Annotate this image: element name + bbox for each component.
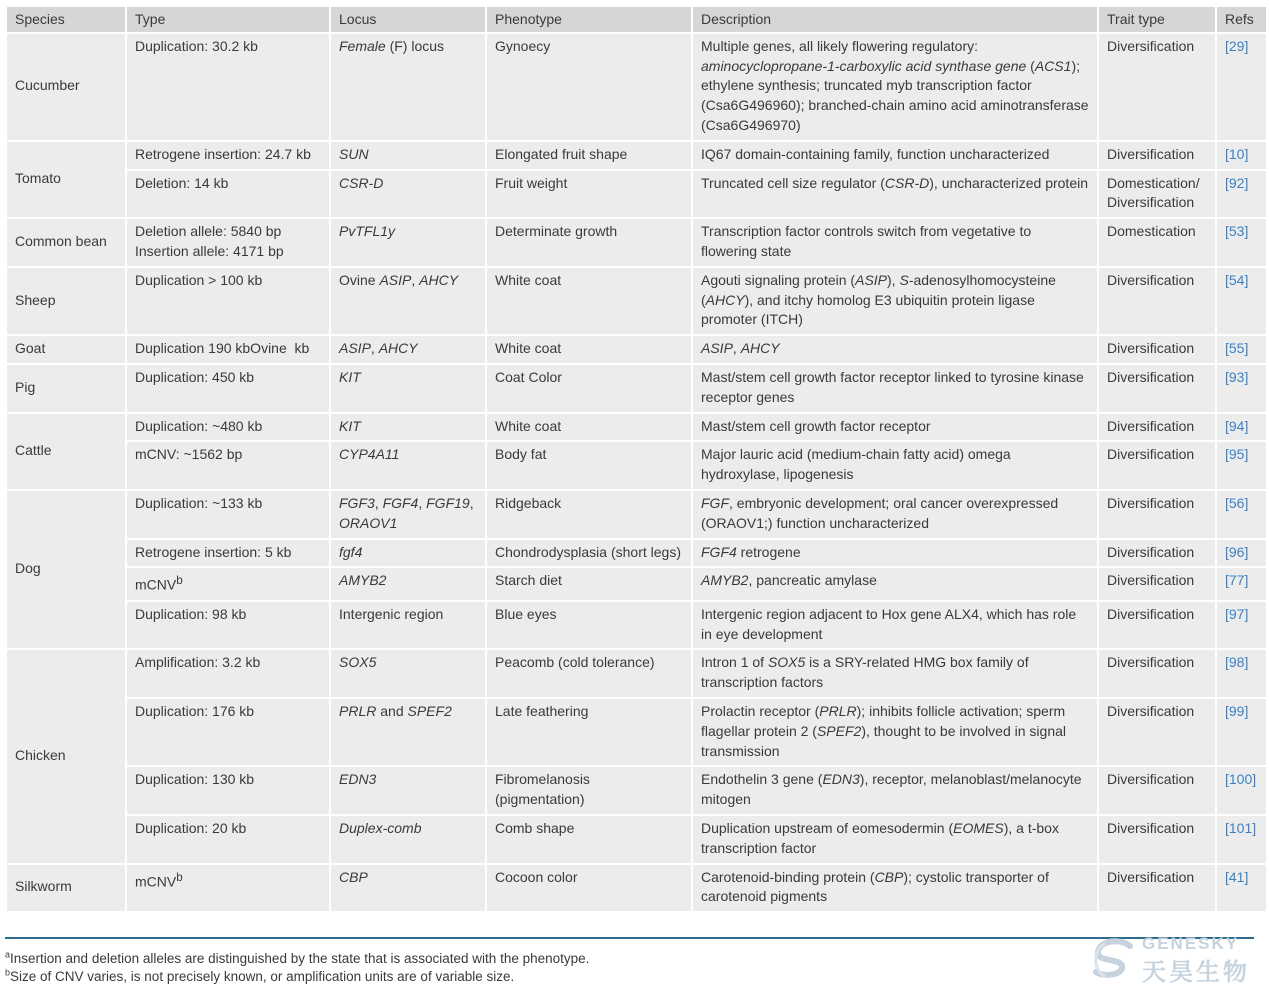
- trait-type-cell: Diversification: [1099, 540, 1215, 567]
- phenotype-cell: Fruit weight: [487, 171, 691, 218]
- description-cell: ASIP, AHCY: [693, 336, 1097, 363]
- locus-cell: Female (F) locus: [331, 34, 485, 140]
- footnote-a: [5, 951, 589, 967]
- locus-cell: AMYB2: [331, 568, 485, 599]
- phenotype-cell: Body fat: [487, 442, 691, 489]
- description-cell: Transcription factor controls switch from vegetative to flowering state: [693, 219, 1097, 266]
- trait-type-cell: Domestication/ Diversification: [1099, 171, 1215, 218]
- footnote-b-mark: b: [5, 967, 11, 978]
- species-cell: Cattle: [7, 414, 125, 489]
- trait-type-cell: Diversification: [1099, 816, 1215, 863]
- reference-link[interactable]: [54]: [1217, 268, 1266, 334]
- phenotype-cell: White coat: [487, 268, 691, 334]
- footnote-b: [5, 969, 514, 985]
- trait-type-cell: Diversification: [1099, 268, 1215, 334]
- table-row: [7, 414, 1266, 441]
- footnote-b-text: Size of CNV varies, is not precisely known, or amplification units are of variable size.: [10, 969, 515, 984]
- description-cell: Intron 1 of SOX5 is a SRY-related HMG box family of transcription factors: [693, 650, 1097, 697]
- description-cell: Agouti signaling protein (ASIP), S-adenosylhomocysteine (AHCY), and itchy homolog E3 ubiquitin protein ligase promoter (ITCH): [693, 268, 1097, 334]
- watermark-text-en: GENESKY: [1142, 934, 1240, 953]
- description-cell: AMYB2, pancreatic amylase: [693, 568, 1097, 599]
- reference-link[interactable]: [101]: [1217, 816, 1266, 863]
- type-cell: Duplication: 176 kb: [127, 699, 329, 765]
- phenotype-cell: Peacomb (cold tolerance): [487, 650, 691, 697]
- phenotype-cell: Coat Color: [487, 365, 691, 412]
- locus-cell: SOX5: [331, 650, 485, 697]
- trait-type-cell: Diversification: [1099, 568, 1215, 599]
- reference-link[interactable]: [94]: [1217, 414, 1266, 441]
- watermark-logo: [1090, 934, 1260, 984]
- table-row: [7, 34, 1266, 140]
- table-row: [7, 268, 1266, 334]
- reference-link[interactable]: [77]: [1217, 568, 1266, 599]
- trait-type-cell: Domestication: [1099, 219, 1215, 266]
- type-cell: mCNV: ~1562 bp: [127, 442, 329, 489]
- phenotype-cell: Chondrodysplasia (short legs): [487, 540, 691, 567]
- table-row: [7, 142, 1266, 169]
- trait-type-cell: Diversification: [1099, 602, 1215, 649]
- column-header-trait-type: Trait type: [1099, 7, 1215, 32]
- reference-link[interactable]: [56]: [1217, 491, 1266, 538]
- reference-link[interactable]: [55]: [1217, 336, 1266, 363]
- data-table: [5, 5, 1268, 913]
- locus-cell: FGF3, FGF4, FGF19, ORAOV1: [331, 491, 485, 538]
- type-cell: Duplication: 130 kb: [127, 767, 329, 814]
- species-cell: Dog: [7, 491, 125, 648]
- description-cell: Endothelin 3 gene (EDN3), receptor, melanoblast/melanocyte mitogen: [693, 767, 1097, 814]
- type-cell: Duplication: 30.2 kb: [127, 34, 329, 140]
- footnote-a-text: Insertion and deletion alleles are distinguished by the state that is associated with the phenotype.: [10, 951, 590, 966]
- phenotype-cell: White coat: [487, 336, 691, 363]
- type-cell: Deletion allele: 5840 bp Insertion allele: 4171 bp: [127, 219, 329, 266]
- trait-type-cell: Diversification: [1099, 142, 1215, 169]
- trait-type-cell: Diversification: [1099, 336, 1215, 363]
- locus-cell: CSR-D: [331, 171, 485, 218]
- species-cell: Pig: [7, 365, 125, 412]
- locus-cell: CBP: [331, 865, 485, 912]
- reference-link[interactable]: [41]: [1217, 865, 1266, 912]
- locus-cell: Ovine ASIP, AHCY: [331, 268, 485, 334]
- table-row: [7, 650, 1266, 697]
- type-cell: Duplication: ~133 kb: [127, 491, 329, 538]
- locus-cell: EDN3: [331, 767, 485, 814]
- reference-link[interactable]: [92]: [1217, 171, 1266, 218]
- species-cell: Chicken: [7, 650, 125, 862]
- description-cell: FGF, embryonic development; oral cancer overexpressed (ORAOV1;) function uncharacterized: [693, 491, 1097, 538]
- column-header-description: Description: [693, 7, 1097, 32]
- reference-link[interactable]: [29]: [1217, 34, 1266, 140]
- trait-type-cell: Diversification: [1099, 414, 1215, 441]
- species-cell: Silkworm: [7, 865, 125, 912]
- table-row: [7, 219, 1266, 266]
- trait-type-cell: Diversification: [1099, 865, 1215, 912]
- reference-link[interactable]: [53]: [1217, 219, 1266, 266]
- column-header-refs: Refs: [1217, 7, 1266, 32]
- trait-type-cell: Diversification: [1099, 442, 1215, 489]
- reference-link[interactable]: [97]: [1217, 602, 1266, 649]
- reference-link[interactable]: [95]: [1217, 442, 1266, 489]
- phenotype-cell: Blue eyes: [487, 602, 691, 649]
- type-cell: Duplication 190 kbOvine kb: [127, 336, 329, 363]
- locus-cell: PvTFL1y: [331, 219, 485, 266]
- locus-cell: KIT: [331, 414, 485, 441]
- column-header-phenotype: Phenotype: [487, 7, 691, 32]
- description-cell: Truncated cell size regulator (CSR-D), uncharacterized protein: [693, 171, 1097, 218]
- table-row: [7, 171, 1266, 218]
- description-cell: Mast/stem cell growth factor receptor linked to tyrosine kinase receptor genes: [693, 365, 1097, 412]
- table-body: [7, 34, 1266, 911]
- reference-link[interactable]: [98]: [1217, 650, 1266, 697]
- table-row: [7, 767, 1266, 814]
- watermark-text-cn: 天昊生物: [1142, 959, 1250, 986]
- description-cell: IQ67 domain-containing family, function uncharacterized: [693, 142, 1097, 169]
- species-cell: Goat: [7, 336, 125, 363]
- species-cell: Cucumber: [7, 34, 125, 140]
- column-header-species: Species: [7, 7, 125, 32]
- phenotype-cell: Ridgeback: [487, 491, 691, 538]
- species-cell: Sheep: [7, 268, 125, 334]
- species-cell: Common bean: [7, 219, 125, 266]
- table-row: [7, 491, 1266, 538]
- table-row: [7, 865, 1266, 912]
- table-row: [7, 568, 1266, 599]
- trait-type-cell: Diversification: [1099, 650, 1215, 697]
- table-row: [7, 442, 1266, 489]
- description-cell: Carotenoid-binding protein (CBP); cystolic transporter of carotenoid pigments: [693, 865, 1097, 912]
- description-cell: Multiple genes, all likely flowering regulatory: aminocyclopropane-1-carboxylic acid synthase gene (ACS1); ethylene synthesis; truncated myb transcription factor (Csa6G496960); branched-chain amino acid aminotransferase (Csa6G496970): [693, 34, 1097, 140]
- phenotype-cell: Gynoecy: [487, 34, 691, 140]
- locus-cell: KIT: [331, 365, 485, 412]
- reference-link[interactable]: [10]: [1217, 142, 1266, 169]
- type-cell: Deletion: 14 kb: [127, 171, 329, 218]
- table-row: [7, 540, 1266, 567]
- description-cell: Mast/stem cell growth factor receptor: [693, 414, 1097, 441]
- table-row: [7, 602, 1266, 649]
- locus-cell: SUN: [331, 142, 485, 169]
- phenotype-cell: Cocoon color: [487, 865, 691, 912]
- description-cell: Major lauric acid (medium-chain fatty acid) omega hydroxylase, lipogenesis: [693, 442, 1097, 489]
- reference-link[interactable]: [93]: [1217, 365, 1266, 412]
- type-cell: Duplication > 100 kb: [127, 268, 329, 334]
- phenotype-cell: Late feathering: [487, 699, 691, 765]
- type-cell: mCNV$^b$: [127, 568, 329, 599]
- trait-type-cell: Diversification: [1099, 699, 1215, 765]
- table-row: [7, 365, 1266, 412]
- phenotype-cell: Fibromelanosis (pigmentation): [487, 767, 691, 814]
- locus-cell: fgf4: [331, 540, 485, 567]
- phenotype-cell: Starch diet: [487, 568, 691, 599]
- genesky-logo-icon: [1090, 938, 1138, 982]
- trait-type-cell: Diversification: [1099, 34, 1215, 140]
- type-cell: Duplication: 450 kb: [127, 365, 329, 412]
- type-cell: Duplication: 98 kb: [127, 602, 329, 649]
- phenotype-cell: Comb shape: [487, 816, 691, 863]
- header-row: [7, 7, 1266, 32]
- column-header-locus: Locus: [331, 7, 485, 32]
- species-cell: Tomato: [7, 142, 125, 217]
- locus-cell: Intergenic region: [331, 602, 485, 649]
- locus-cell: Duplex-comb: [331, 816, 485, 863]
- table-row: [7, 336, 1266, 363]
- type-cell: Amplification: 3.2 kb: [127, 650, 329, 697]
- type-cell: Retrogene insertion: 5 kb: [127, 540, 329, 567]
- trait-type-cell: Diversification: [1099, 365, 1215, 412]
- locus-cell: CYP4A11: [331, 442, 485, 489]
- footnote-a-mark: a: [5, 949, 11, 960]
- description-cell: Duplication upstream of eomesodermin (EOMES), a t-box transcription factor: [693, 816, 1097, 863]
- phenotype-cell: White coat: [487, 414, 691, 441]
- trait-type-cell: Diversification: [1099, 767, 1215, 814]
- reference-link[interactable]: [96]: [1217, 540, 1266, 567]
- type-cell: Duplication: ~480 kb: [127, 414, 329, 441]
- description-cell: Prolactin receptor (PRLR); inhibits follicle activation; sperm flagellar protein 2 (SPEF2), thought to be involved in signal transmission: [693, 699, 1097, 765]
- locus-cell: ASIP, AHCY: [331, 336, 485, 363]
- table-row: [7, 816, 1266, 863]
- column-header-type: Type: [127, 7, 329, 32]
- description-cell: Intergenic region adjacent to Hox gene ALX4, which has role in eye development: [693, 602, 1097, 649]
- locus-cell: PRLR and SPEF2: [331, 699, 485, 765]
- table-row: [7, 699, 1266, 765]
- reference-link[interactable]: [100]: [1217, 767, 1266, 814]
- type-cell: mCNV$^b$: [127, 865, 329, 912]
- reference-link[interactable]: [99]: [1217, 699, 1266, 765]
- trait-type-cell: Diversification: [1099, 491, 1215, 538]
- description-cell: FGF4 retrogene: [693, 540, 1097, 567]
- table-bottom-rule: [5, 937, 1254, 939]
- type-cell: Duplication: 20 kb: [127, 816, 329, 863]
- phenotype-cell: Determinate growth: [487, 219, 691, 266]
- phenotype-cell: Elongated fruit shape: [487, 142, 691, 169]
- type-cell: Retrogene insertion: 24.7 kb: [127, 142, 329, 169]
